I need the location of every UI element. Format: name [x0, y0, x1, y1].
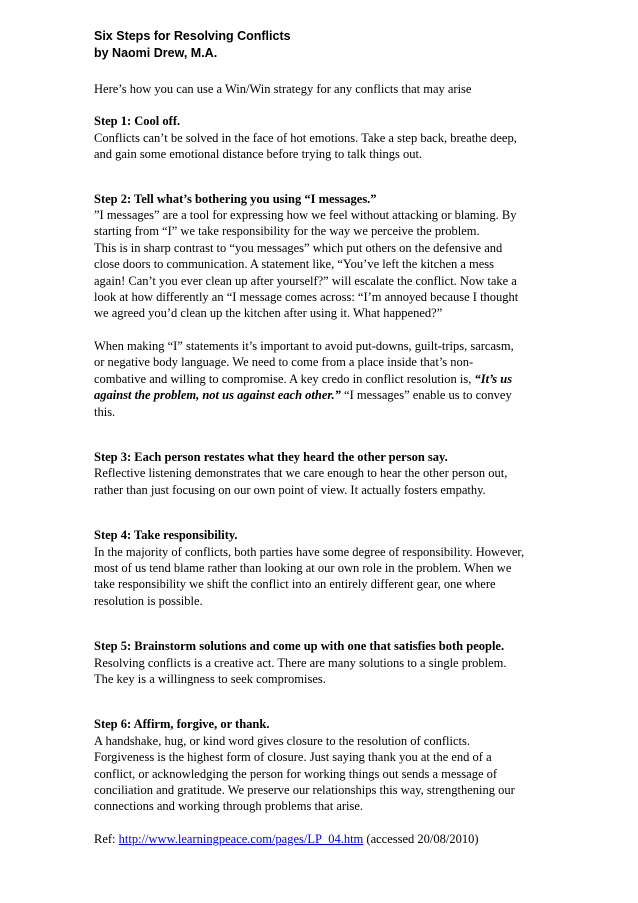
document-author: by Naomi Drew, M.A. — [94, 46, 218, 60]
step-2-line: ”I messages” are a tool for expressing how we feel without attacking or blaming. By — [94, 208, 517, 223]
step-2-line: When making “I” statements it’s important to avoid put-downs, guilt-trips, sarcasm, — [94, 338, 514, 353]
step-4-body — [94, 544, 554, 610]
step-1-title: Step 1: Cool off. — [94, 114, 181, 129]
reference-accessed: (accessed 20/08/2010) — [363, 831, 479, 846]
step-2-text: combative and willing to compromise. A key credo in conflict resolution is, — [94, 371, 475, 386]
step-1-line: and gain some emotional distance before trying to talk things out. — [94, 147, 423, 162]
step-2-body — [94, 207, 554, 322]
step-3-title: Step 3: Each person restates what they heard the other person say. — [94, 449, 448, 464]
step-2-line: again! Can’t you ever clean up after yourself?” will escalate the conflict. Now take a — [94, 273, 517, 288]
step-2-body-2 — [94, 338, 554, 420]
step-2-line — [94, 371, 554, 387]
step-6-section — [94, 716, 554, 814]
step-4-title: Step 4: Take responsibility. — [94, 528, 238, 543]
step-2-line — [94, 387, 554, 403]
step-2-line: look at how differently an “I message comes across: “I’m annoyed because I thought — [94, 290, 519, 305]
step-2-line: we agreed you’d clean up the kitchen after using it. What happened?” — [94, 306, 443, 321]
step-3-line: rather than just focusing on our own point of view. It actually fosters empathy. — [94, 482, 486, 497]
step-2-line: close doors to communication. A statement like, “You’ve left the kitchen a mess — [94, 257, 495, 272]
step-3-section — [94, 449, 554, 498]
step-6-line: conciliation and gratitude. We preserve our relationships this way, strengthening our — [94, 783, 515, 797]
step-2-section — [94, 191, 554, 420]
step-2-line: this. — [94, 404, 116, 419]
step-5-line: Resolving conflicts is a creative act. There are many solutions to a single problem. — [94, 655, 507, 670]
document-page — [94, 28, 554, 847]
reference-line — [94, 831, 554, 847]
step-3-body — [94, 465, 554, 498]
step-2-title: Step 2: Tell what’s bothering you using “I messages.” — [94, 191, 377, 206]
step-5-section — [94, 638, 554, 687]
reference-section — [94, 831, 554, 847]
step-6-line: connections and working through problems that arise. — [94, 799, 364, 814]
step-4-line: In the majority of conflicts, both parties have some degree of responsibility. However, — [94, 544, 525, 559]
step-5-line: The key is a willingness to seek compromises. — [94, 671, 326, 686]
step-6-line: Forgiveness is the highest form of closure. Just saying thank you at the end of a — [94, 750, 492, 765]
step-4-line: most of us tend blame rather than looking at our own role in the problem. When we — [94, 560, 512, 575]
step-2-line: starting from “I” we take responsibility for the way we perceive the problem. — [94, 224, 480, 239]
step-6-line: conflict, or acknowledging the person for working things out sends a message of — [94, 766, 498, 781]
reference-link[interactable]: http://www.learningpeace.com/pages/LP_04.htm — [118, 831, 364, 846]
step-2-line: This is in sharp contrast to “you messages” which put others on the defensive and — [94, 240, 503, 255]
step-3-line: Reflective listening demonstrates that we care enough to hear the other person out, — [94, 466, 508, 481]
step-2-emphasis: against the problem, not us against each other.” — [94, 388, 341, 403]
step-1-section — [94, 113, 554, 162]
step-6-title: Step 6: Affirm, forgive, or thank. — [94, 717, 270, 732]
step-5-title: Step 5: Brainstorm solutions and come up with one that satisfies both people. — [94, 639, 505, 654]
step-2-line: or negative body language. We need to come from a place inside that’s non- — [94, 355, 474, 370]
step-2-emphasis: “It’s us — [474, 371, 513, 386]
step-1-line: Conflicts can’t be solved in the face of hot emotions. Take a step back, breathe deep, — [94, 130, 517, 145]
step-5-body — [94, 655, 554, 688]
step-6-body — [94, 733, 554, 815]
step-6-line: A handshake, hug, or kind word gives closure to the resolution of conflicts. — [94, 733, 470, 748]
reference-label: Ref: — [94, 831, 119, 846]
document-title: Six Steps for Resolving Conflicts — [94, 29, 291, 43]
step-1-body — [94, 130, 554, 163]
step-2-text: “I messages” enable us to convey — [340, 388, 512, 403]
intro-text: Here’s how you can use a Win/Win strategy for any conflicts that may arise — [94, 82, 472, 96]
step-4-line: resolution is possible. — [94, 593, 203, 608]
step-4-section — [94, 527, 554, 609]
step-4-line: take responsibility we shift the conflict into an entirely different gear, one where — [94, 577, 496, 592]
